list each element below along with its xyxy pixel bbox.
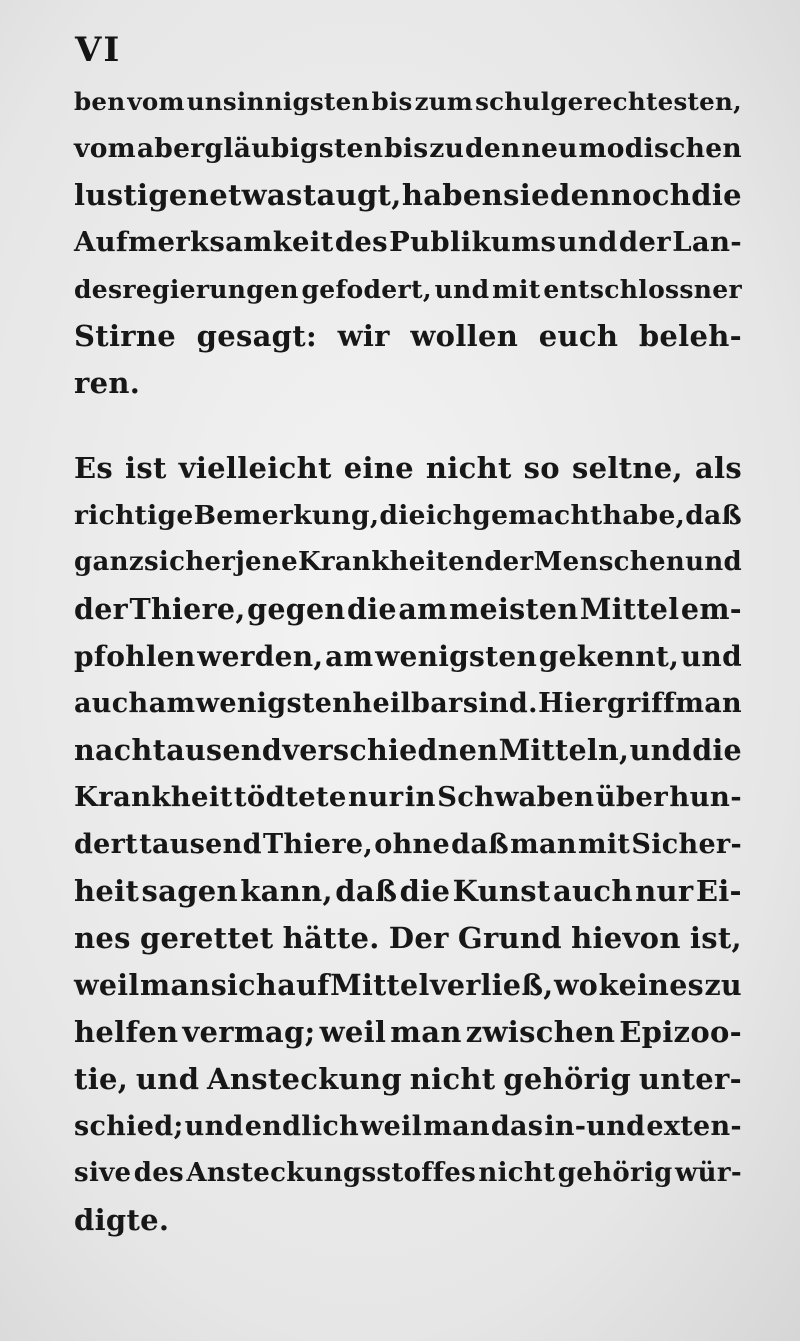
text-line (74, 962, 742, 1009)
word: und (680, 640, 742, 673)
word: euch (538, 319, 619, 353)
word: und (557, 226, 618, 258)
word: wenigsten (195, 688, 353, 719)
word: die (346, 592, 397, 626)
word: und (135, 1062, 200, 1096)
word: hätte. (282, 921, 380, 955)
word: in (404, 781, 436, 813)
word: nes (74, 921, 131, 955)
word: nicht (478, 1158, 556, 1188)
word: sie (503, 178, 550, 212)
word: pfohlen (74, 640, 196, 673)
word: werden, (197, 640, 324, 673)
word: des (133, 1158, 184, 1188)
word: gehörig (503, 1062, 632, 1096)
word: als (694, 451, 742, 485)
text-line (74, 1009, 742, 1056)
text-line (74, 1056, 742, 1103)
word: Menschen (533, 547, 686, 577)
text-line (74, 266, 742, 313)
word: zum (414, 87, 474, 116)
word: seltne, (571, 451, 683, 485)
word: gerettet (139, 921, 274, 955)
text-line (74, 727, 742, 774)
word: nicht (409, 1062, 496, 1096)
word: keines (598, 968, 704, 1002)
text-line (74, 586, 742, 633)
word: und (184, 1111, 244, 1142)
word: sich (210, 968, 277, 1002)
word: Bemerkung, (193, 500, 380, 531)
paragraph-1 (74, 78, 742, 407)
word: bis (384, 133, 429, 164)
word: über (595, 781, 669, 813)
word: dennoch (550, 178, 692, 212)
text-line (74, 125, 742, 172)
word: am (148, 688, 196, 719)
word: wir (337, 319, 390, 353)
word: neu (521, 133, 578, 164)
word: vom (127, 87, 185, 116)
word: lustigen (74, 178, 210, 212)
word: in-und (544, 1111, 646, 1142)
word: tie, (74, 1062, 129, 1096)
word: die (691, 178, 742, 212)
text-line (74, 219, 742, 266)
word: Sicher- (631, 829, 742, 860)
word: sind. (462, 688, 538, 719)
word: schied; (74, 1111, 184, 1142)
text-line (74, 78, 742, 125)
word: verschiednen (282, 733, 499, 767)
word: Publikums (389, 226, 557, 258)
word: und (629, 733, 692, 767)
word: heit (74, 874, 140, 908)
word: mit (578, 829, 631, 860)
word: zu (704, 968, 742, 1002)
word: weil (319, 1015, 387, 1049)
word: auch (552, 874, 633, 908)
word: tausend (152, 733, 283, 767)
word: Aufmerksamkeit (74, 226, 334, 258)
word: am (325, 640, 374, 673)
word: verließ, (430, 968, 554, 1002)
word: dert (74, 829, 138, 860)
word: daß (335, 874, 398, 908)
word: gefodert, (301, 275, 432, 304)
word: Stirne (74, 319, 176, 353)
word: unter- (638, 1062, 742, 1096)
word: helfen (74, 1015, 179, 1049)
word: zwischen (465, 1015, 616, 1049)
word: weil (74, 968, 140, 1002)
word: ohne (374, 829, 450, 860)
word: gesagt: (196, 319, 317, 353)
word: daß (685, 500, 742, 531)
text-line (74, 1150, 742, 1197)
word: griff (606, 688, 675, 719)
page-number: VI (75, 30, 122, 70)
word: heilbar (352, 688, 463, 719)
text-line (74, 821, 742, 868)
word: auf (277, 968, 330, 1002)
word: auch (74, 688, 149, 719)
word: die (399, 874, 451, 908)
word: ist (125, 451, 167, 485)
text-line (74, 915, 742, 962)
word: ganz (74, 547, 144, 577)
word: em- (680, 592, 742, 626)
paragraph-2 (74, 445, 742, 1244)
word: am (398, 592, 448, 626)
word: zu (429, 133, 465, 164)
text-line (74, 492, 742, 539)
word: daß (451, 829, 509, 860)
word: man (139, 968, 211, 1002)
word: nach (74, 733, 153, 767)
word: Ansteckung (207, 1062, 402, 1096)
word: habe, (602, 500, 686, 531)
word: endlich (244, 1111, 360, 1142)
word: der (484, 547, 534, 577)
word: abergläubigsten (136, 133, 384, 164)
word: den (465, 133, 521, 164)
word: Krankheiten (298, 547, 485, 577)
word: Mitteln, (498, 733, 630, 767)
word: Mittel (579, 592, 680, 626)
word: man (390, 1015, 462, 1049)
word: etwas (209, 178, 303, 212)
text-line (74, 868, 742, 915)
word: ist, (689, 921, 742, 955)
word: taugt, (302, 178, 402, 212)
text-line (74, 445, 742, 492)
word: tödtete (233, 781, 347, 813)
word: richtige (74, 500, 194, 531)
word: Kunst (452, 874, 551, 908)
word: desregierungen (74, 275, 299, 304)
word: so (523, 451, 560, 485)
text-line (74, 1103, 742, 1150)
word: gegen (247, 592, 346, 626)
word: Mittel (330, 968, 430, 1002)
word: sive (74, 1158, 132, 1188)
word: ich (425, 500, 473, 531)
word: Der (388, 921, 449, 955)
word: modischen (578, 133, 742, 164)
word: entschlossner (543, 275, 742, 304)
word: nicht (425, 451, 512, 485)
word: der (618, 226, 671, 258)
word: kann, (240, 874, 333, 908)
word: Lan- (672, 226, 742, 258)
word: bis (371, 87, 413, 116)
word: jene (235, 547, 298, 577)
word: exten- (646, 1111, 742, 1142)
word: ben (74, 87, 126, 116)
word: hievon (571, 921, 681, 955)
word: nur (348, 781, 404, 813)
word: Epizoo- (619, 1015, 742, 1049)
text-line (74, 633, 742, 680)
word: mit (492, 275, 541, 304)
word: meisten (449, 592, 579, 626)
word: beleh- (638, 319, 742, 353)
word: Thiere, (129, 592, 246, 626)
word: der (74, 592, 128, 626)
word: die (379, 500, 426, 531)
text-line (74, 680, 742, 727)
word: man (510, 829, 577, 860)
word: Hier (538, 688, 607, 719)
text-line (74, 313, 742, 360)
word: Es (74, 451, 114, 485)
word: Grund (457, 921, 562, 955)
word: man (423, 1111, 490, 1142)
word: eine (343, 451, 414, 485)
text-line (74, 172, 742, 219)
text-line: ren. (74, 366, 141, 400)
word: und (685, 547, 742, 577)
word: sicher (143, 547, 236, 577)
word: schulgerechtesten, (475, 87, 742, 116)
word: hun- (669, 781, 742, 813)
word: des (334, 226, 388, 258)
word: wür- (674, 1158, 742, 1188)
word: vermag; (182, 1015, 316, 1049)
word: Ei- (695, 874, 742, 908)
text-line: digte. (74, 1203, 170, 1237)
word: und (434, 275, 490, 304)
word: gemacht (472, 500, 603, 531)
word: nur (635, 874, 694, 908)
word: das (490, 1111, 544, 1142)
text-line (74, 774, 742, 821)
word: die (692, 733, 742, 767)
word: haben (401, 178, 503, 212)
text-line (74, 539, 742, 586)
word: sagen (141, 874, 238, 908)
word: unsinnigsten (186, 87, 370, 116)
word: Schwaben (437, 781, 595, 813)
word: gehörig (557, 1158, 673, 1188)
word: wollen (410, 319, 519, 353)
word: Ansteckungsstoffes (186, 1158, 477, 1188)
word: gekennt, (538, 640, 680, 673)
word: man (675, 688, 742, 719)
word: Krankheit (74, 781, 233, 813)
word: Thiere, (263, 829, 374, 860)
word: wenigsten (375, 640, 538, 673)
word: weil (360, 1111, 423, 1142)
word: vom (74, 133, 137, 164)
word: vielleicht (178, 451, 332, 485)
word: tausend (139, 829, 262, 860)
word: wo (553, 968, 599, 1002)
